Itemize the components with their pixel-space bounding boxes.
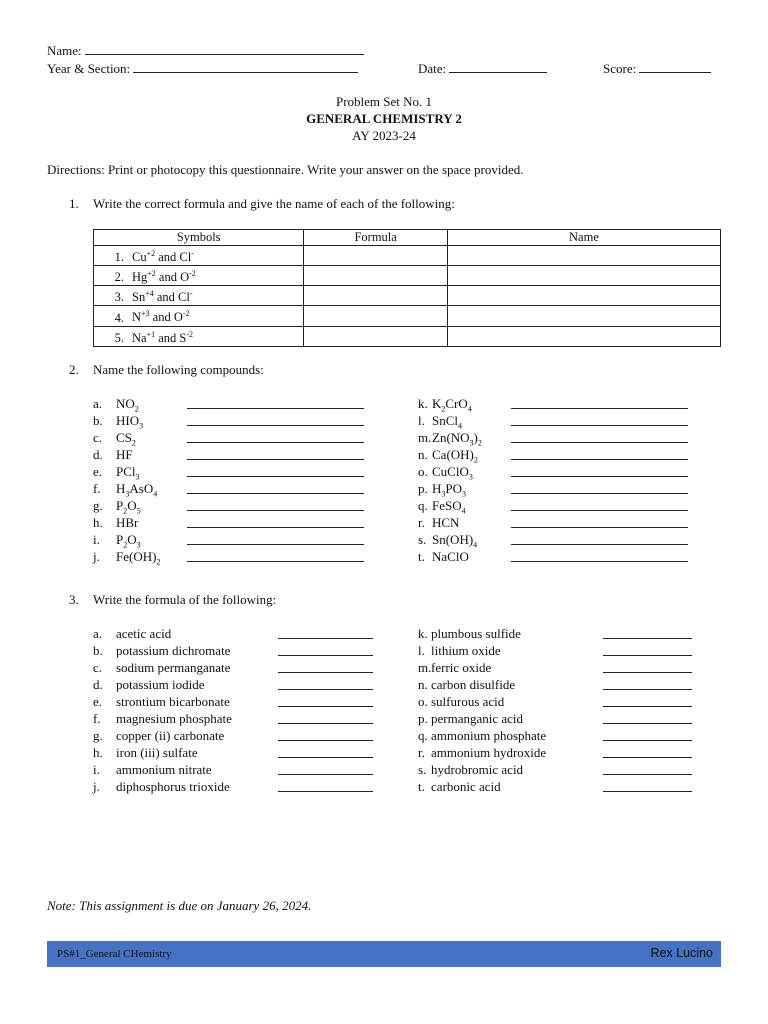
- q2-prompt: Name the following compounds:: [93, 362, 264, 377]
- answer-blank[interactable]: [187, 397, 364, 409]
- compound-letter: t.: [418, 549, 425, 564]
- item-letter: i.: [93, 762, 100, 777]
- formula-subscript: 2: [134, 404, 139, 414]
- formula-text: P: [116, 498, 124, 513]
- item-letter: n.: [418, 677, 428, 692]
- compound-name: plumbous sulfide: [431, 626, 521, 641]
- directions: Directions: Print or photocopy this questionnaire. Write your answer on the space provided.: [47, 162, 524, 177]
- formula-text: NO: [116, 396, 135, 411]
- date-blank[interactable]: [449, 61, 547, 73]
- compound-letter: l.: [418, 413, 425, 428]
- answer-blank[interactable]: [511, 414, 688, 426]
- title-line3: AY 2023-24: [352, 128, 416, 143]
- formula-subscript: 4: [473, 540, 478, 550]
- compound-formula: [116, 481, 157, 499]
- compound-name: magnesium phosphate: [116, 711, 232, 726]
- compound-name: iron (iii) sulfate: [116, 745, 198, 760]
- name-label: Name:: [47, 43, 82, 58]
- compound-formula: [432, 413, 462, 431]
- name-cell[interactable]: [447, 306, 720, 326]
- answer-blank[interactable]: [187, 465, 364, 477]
- formula-text: HF: [116, 447, 133, 462]
- title-line1: Problem Set No. 1: [335, 94, 433, 109]
- row-number: 3.: [114, 290, 124, 305]
- score-label: Score:: [603, 61, 637, 76]
- formula-text: CS: [116, 430, 132, 445]
- formula-text: CuClO: [432, 464, 469, 479]
- due-note: Note: This assignment is due on January 26, 2024.: [47, 898, 312, 913]
- answer-blank[interactable]: [603, 712, 692, 724]
- formula-text: O: [127, 498, 137, 513]
- compound-formula: [116, 532, 141, 550]
- symbols-cell: [94, 266, 304, 286]
- formula-subscript: 2: [473, 455, 478, 465]
- cation-charge: +4: [145, 289, 154, 299]
- symbols-cell: [94, 246, 304, 266]
- answer-blank[interactable]: [278, 780, 373, 792]
- formula-text: PO: [445, 481, 463, 496]
- compound-letter: h.: [93, 515, 103, 530]
- item-letter: p.: [418, 711, 428, 726]
- row-number: 4.: [114, 310, 124, 325]
- compound-name: acetic acid: [116, 626, 172, 641]
- score-field: [603, 61, 711, 77]
- compound-letter: o.: [418, 464, 428, 479]
- col-header-formula: Formula: [304, 230, 448, 246]
- compound-name: hydrobromic acid: [431, 762, 524, 777]
- table-row: [94, 306, 721, 326]
- compound-name: potassium iodide: [116, 677, 205, 692]
- compound-name: ammonium hydroxide: [431, 745, 547, 760]
- answer-blank[interactable]: [187, 414, 364, 426]
- symbols-cell: [94, 306, 304, 326]
- and-word: and: [158, 330, 177, 345]
- name-cell[interactable]: [447, 286, 720, 306]
- compound-letter: c.: [93, 430, 103, 445]
- date-field: [418, 61, 547, 77]
- and-word: and: [158, 270, 177, 285]
- answer-blank[interactable]: [603, 746, 692, 758]
- cation-symbol: N: [132, 310, 142, 325]
- table-header-row: [94, 230, 721, 246]
- answer-blank[interactable]: [511, 482, 688, 494]
- q1-prompt: Write the correct formula and give the name of each of the following:: [93, 196, 455, 211]
- answer-blank[interactable]: [511, 516, 688, 528]
- year-section-field: [47, 61, 358, 77]
- formula-subscript: 5: [136, 506, 141, 516]
- name-blank[interactable]: [85, 43, 364, 55]
- formula-subscript: 3: [469, 438, 474, 448]
- formula-text: HCN: [432, 515, 460, 530]
- compound-name: potassium dichromate: [116, 643, 231, 658]
- formula-subscript: 3: [125, 489, 130, 499]
- formula-cell[interactable]: [304, 246, 448, 266]
- cation-symbol: Hg: [132, 270, 148, 285]
- answer-blank[interactable]: [187, 482, 364, 494]
- answer-blank[interactable]: [511, 499, 688, 511]
- formula-subscript: 2: [156, 557, 161, 567]
- formula-subscript: 3: [136, 540, 141, 550]
- item-letter: a.: [93, 626, 103, 641]
- item-letter: l.: [418, 643, 425, 658]
- item-letter: e.: [93, 694, 103, 709]
- anion-symbol: O: [180, 270, 190, 285]
- anion-symbol: Cl: [179, 250, 192, 265]
- compound-letter: a.: [93, 396, 103, 411]
- item-letter: m.: [418, 660, 432, 675]
- anion-charge: -: [191, 249, 194, 258]
- answer-blank[interactable]: [511, 397, 688, 409]
- row-number: 1.: [114, 250, 124, 265]
- compound-name: carbonic acid: [431, 779, 501, 794]
- answer-blank[interactable]: [511, 550, 688, 562]
- answer-blank[interactable]: [278, 746, 373, 758]
- compound-formula: [432, 549, 469, 565]
- compound-formula: [116, 498, 141, 516]
- formula-cell[interactable]: [304, 326, 448, 346]
- item-letter: o.: [418, 694, 428, 709]
- answer-blank[interactable]: [278, 712, 373, 724]
- table-row: [94, 326, 721, 346]
- compound-formula: [432, 532, 477, 550]
- answer-blank[interactable]: [603, 661, 692, 673]
- name-cell[interactable]: [447, 326, 720, 346]
- item-letter: g.: [93, 728, 103, 743]
- formula-subscript: 3: [135, 472, 140, 482]
- formula-subscript: 2: [477, 438, 482, 448]
- answer-blank[interactable]: [278, 729, 373, 741]
- answer-blank[interactable]: [278, 627, 373, 639]
- formula-text: HIO: [116, 413, 140, 428]
- formula-text: H: [116, 481, 126, 496]
- row-number: 5.: [114, 330, 124, 345]
- symbols-table: [93, 229, 721, 347]
- formula-subscript: 3: [468, 472, 473, 482]
- formula-text: PCl: [116, 464, 136, 479]
- compound-formula: [432, 430, 482, 448]
- compound-letter: f.: [93, 481, 101, 496]
- answer-blank[interactable]: [187, 533, 364, 545]
- item-letter: b.: [93, 643, 103, 658]
- formula-subscript: 2: [131, 438, 136, 448]
- compound-letter: j.: [93, 549, 100, 564]
- date-label: Date:: [418, 61, 447, 76]
- item-letter: j.: [93, 779, 100, 794]
- footer-bar: [47, 941, 721, 967]
- compound-formula: [116, 413, 143, 431]
- compound-formula: [432, 498, 466, 516]
- answer-blank[interactable]: [603, 729, 692, 741]
- footer-left-text: PS#1_General CHemistry: [57, 948, 172, 960]
- compound-letter: d.: [93, 447, 103, 462]
- cation-charge: +1: [146, 329, 156, 339]
- formula-subscript: 4: [461, 506, 466, 516]
- answer-blank[interactable]: [603, 780, 692, 792]
- compound-formula: [432, 481, 466, 499]
- formula-text: H: [432, 481, 442, 496]
- anion-symbol: S: [179, 330, 187, 345]
- footer-author: Rex Lucino: [650, 946, 713, 960]
- formula-cell[interactable]: [304, 286, 448, 306]
- anion-charge: -2: [186, 329, 194, 339]
- cation-symbol: Sn: [132, 290, 146, 305]
- item-letter: t.: [418, 779, 425, 794]
- formula-cell[interactable]: [304, 266, 448, 286]
- answer-blank[interactable]: [278, 661, 373, 673]
- and-word: and: [152, 310, 171, 325]
- formula-text: P: [116, 532, 124, 547]
- formula-subscript: 2: [123, 506, 128, 516]
- answer-blank[interactable]: [278, 695, 373, 707]
- answer-blank[interactable]: [278, 678, 373, 690]
- and-word: and: [158, 250, 177, 265]
- cation-charge: +2: [146, 249, 156, 258]
- answer-blank[interactable]: [278, 644, 373, 656]
- formula-subscript: 2: [441, 404, 446, 414]
- compound-formula: [116, 515, 138, 531]
- and-word: and: [156, 290, 175, 305]
- symbols-cell: [94, 326, 304, 346]
- formula-text: K: [432, 396, 442, 411]
- page-title: GENERAL CHEMISTRY 2: [306, 111, 462, 126]
- table-row: [94, 286, 721, 306]
- formula-text: NaClO: [432, 549, 469, 564]
- year-section-label: Year & Section:: [47, 61, 131, 76]
- name-field: [47, 43, 364, 59]
- formula-cell[interactable]: [304, 306, 448, 326]
- compound-formula: [116, 549, 160, 567]
- q2-number: 2.: [69, 362, 79, 377]
- compound-name: sodium permanganate: [116, 660, 231, 675]
- compound-letter: g.: [93, 498, 103, 513]
- compound-name: permanganic acid: [431, 711, 524, 726]
- anion-symbol: Cl: [178, 290, 190, 305]
- compound-formula: [116, 447, 133, 463]
- formula-text: Ca(OH): [432, 447, 474, 462]
- item-letter: d.: [93, 677, 103, 692]
- compound-formula: [432, 515, 459, 531]
- item-letter: r.: [418, 745, 425, 760]
- anion-charge: -2: [182, 309, 190, 319]
- table-row: [94, 246, 721, 266]
- compound-name: ferric oxide: [431, 660, 492, 675]
- anion-charge: -: [189, 289, 193, 299]
- score-blank[interactable]: [639, 61, 711, 73]
- anion-symbol: O: [173, 310, 183, 325]
- formula-subscript: 3: [441, 489, 446, 499]
- answer-blank[interactable]: [603, 678, 692, 690]
- formula-subscript: 3: [462, 489, 467, 499]
- compound-letter: k.: [418, 396, 428, 411]
- compound-name: ammonium phosphate: [431, 728, 547, 743]
- item-letter: s.: [418, 762, 427, 777]
- formula-subscript: 4: [467, 404, 472, 414]
- formula-text: CrO: [445, 396, 468, 411]
- compound-letter: q.: [418, 498, 428, 513]
- answer-blank[interactable]: [603, 627, 692, 639]
- formula-subscript: 4: [153, 489, 158, 499]
- compound-letter: s.: [418, 532, 427, 547]
- item-letter: h.: [93, 745, 103, 760]
- compound-formula: [432, 396, 472, 414]
- cation-symbol: Cu: [132, 250, 147, 265]
- formula-text: Sn(OH): [432, 532, 474, 547]
- q1-number: 1.: [69, 196, 79, 211]
- formula-text: ): [473, 430, 478, 445]
- compound-formula: [432, 464, 473, 482]
- compound-letter: b.: [93, 413, 103, 428]
- compound-name: lithium oxide: [431, 643, 501, 658]
- compound-name: diphosphorus trioxide: [116, 779, 230, 794]
- answer-blank[interactable]: [187, 516, 364, 528]
- item-letter: f.: [93, 711, 101, 726]
- compound-name: ammonium nitrate: [116, 762, 212, 777]
- compound-formula: [116, 396, 139, 414]
- answer-blank[interactable]: [511, 533, 688, 545]
- q3-prompt: Write the formula of the following:: [93, 592, 277, 607]
- compound-letter: i.: [93, 532, 100, 547]
- answer-blank[interactable]: [511, 448, 688, 460]
- answer-blank[interactable]: [278, 763, 373, 775]
- formula-subscript: 4: [458, 421, 463, 431]
- answer-blank[interactable]: [511, 465, 688, 477]
- compound-letter: n.: [418, 447, 428, 462]
- compound-name: copper (ii) carbonate: [116, 728, 225, 743]
- compound-letter: e.: [93, 464, 103, 479]
- col-header-symbols: Symbols: [94, 230, 304, 246]
- year-section-blank[interactable]: [133, 61, 358, 73]
- answer-blank[interactable]: [187, 550, 364, 562]
- name-cell[interactable]: [447, 246, 720, 266]
- formula-text: SnCl: [432, 413, 459, 428]
- answer-blank[interactable]: [603, 695, 692, 707]
- answer-blank[interactable]: [187, 448, 364, 460]
- q3-number: 3.: [69, 592, 79, 607]
- answer-blank[interactable]: [603, 644, 692, 656]
- formula-text: HBr: [116, 515, 139, 530]
- anion-charge: -2: [189, 269, 196, 279]
- compound-name: strontium bicarbonate: [116, 694, 230, 709]
- name-cell[interactable]: [447, 266, 720, 286]
- cation-symbol: Na: [132, 330, 147, 345]
- item-letter: k.: [418, 626, 428, 641]
- cation-charge: +2: [147, 269, 156, 279]
- formula-subscript: 2: [123, 540, 128, 550]
- compound-letter: r.: [418, 515, 425, 530]
- answer-blank[interactable]: [187, 431, 364, 443]
- compound-formula: [116, 464, 140, 482]
- answer-blank[interactable]: [187, 499, 364, 511]
- symbols-cell: [94, 286, 304, 306]
- answer-blank[interactable]: [511, 431, 688, 443]
- formula-text: FeSO: [432, 498, 462, 513]
- compound-formula: [432, 447, 478, 465]
- compound-name: sulfurous acid: [431, 694, 505, 709]
- item-letter: c.: [93, 660, 103, 675]
- formula-text: O: [127, 532, 137, 547]
- formula-text: Zn(NO: [432, 430, 470, 445]
- answer-blank[interactable]: [603, 763, 692, 775]
- compound-name: carbon disulfide: [431, 677, 516, 692]
- cation-charge: +3: [141, 309, 150, 319]
- compound-letter: p.: [418, 481, 428, 496]
- formula-text: Fe(OH): [116, 549, 157, 564]
- formula-text: AsO: [129, 481, 154, 496]
- col-header-name: Name: [447, 230, 720, 246]
- table-row: [94, 266, 721, 286]
- compound-formula: [116, 430, 136, 448]
- row-number: 2.: [114, 270, 124, 285]
- item-letter: q.: [418, 728, 428, 743]
- formula-subscript: 3: [139, 421, 144, 431]
- compound-letter: m.: [418, 430, 432, 445]
